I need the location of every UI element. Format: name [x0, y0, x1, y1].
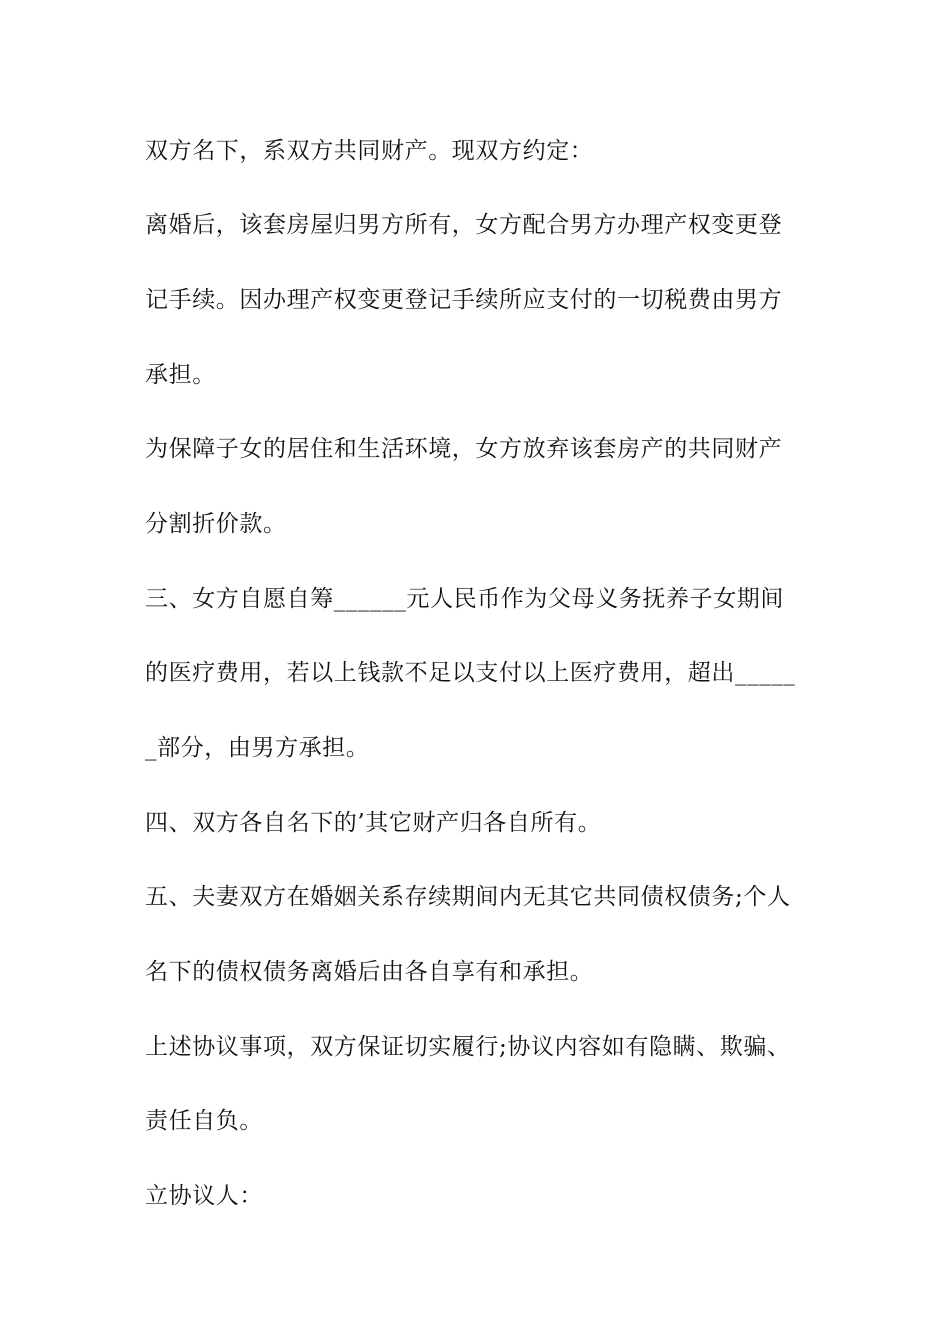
text-line: 承担。 — [145, 362, 216, 388]
text-line: 上述协议事项，双方保证切实履行;协议内容如有隐瞒、欺骗、 — [145, 1034, 791, 1060]
text-line: 离婚后，该套房屋归男方所有，女方配合男方办理产权变更登 — [145, 212, 783, 238]
text-line: 责任自负。 — [145, 1108, 263, 1134]
text-line: 双方名下，系双方共同财产。现双方约定： — [145, 138, 594, 164]
text-line: 记手续。因办理产权变更登记手续所应支付的一切税费由男方 — [145, 287, 783, 313]
text-line: 的医疗费用，若以上钱款不足以支付以上医疗费用，超出_____ — [145, 660, 796, 686]
text-line: 四、双方各自名下的’其它财产归各自所有。 — [145, 810, 602, 836]
text-line: 三、女方自愿自筹______元人民币作为父母义务抚养子女期间 — [145, 586, 784, 612]
text-line: 立协议人： — [145, 1183, 263, 1209]
text-line: _部分，由男方承担。 — [145, 735, 370, 761]
text-line: 分割折价款。 — [145, 511, 287, 537]
text-line: 为保障子女的居住和生活环境，女方放弃该套房产的共同财产 — [145, 436, 783, 462]
text-line: 名下的债权债务离婚后由各自享有和承担。 — [145, 959, 594, 985]
text-line: 五、夫妻双方在婚姻关系存续期间内无其它共同债权债务;个人 — [145, 884, 791, 910]
